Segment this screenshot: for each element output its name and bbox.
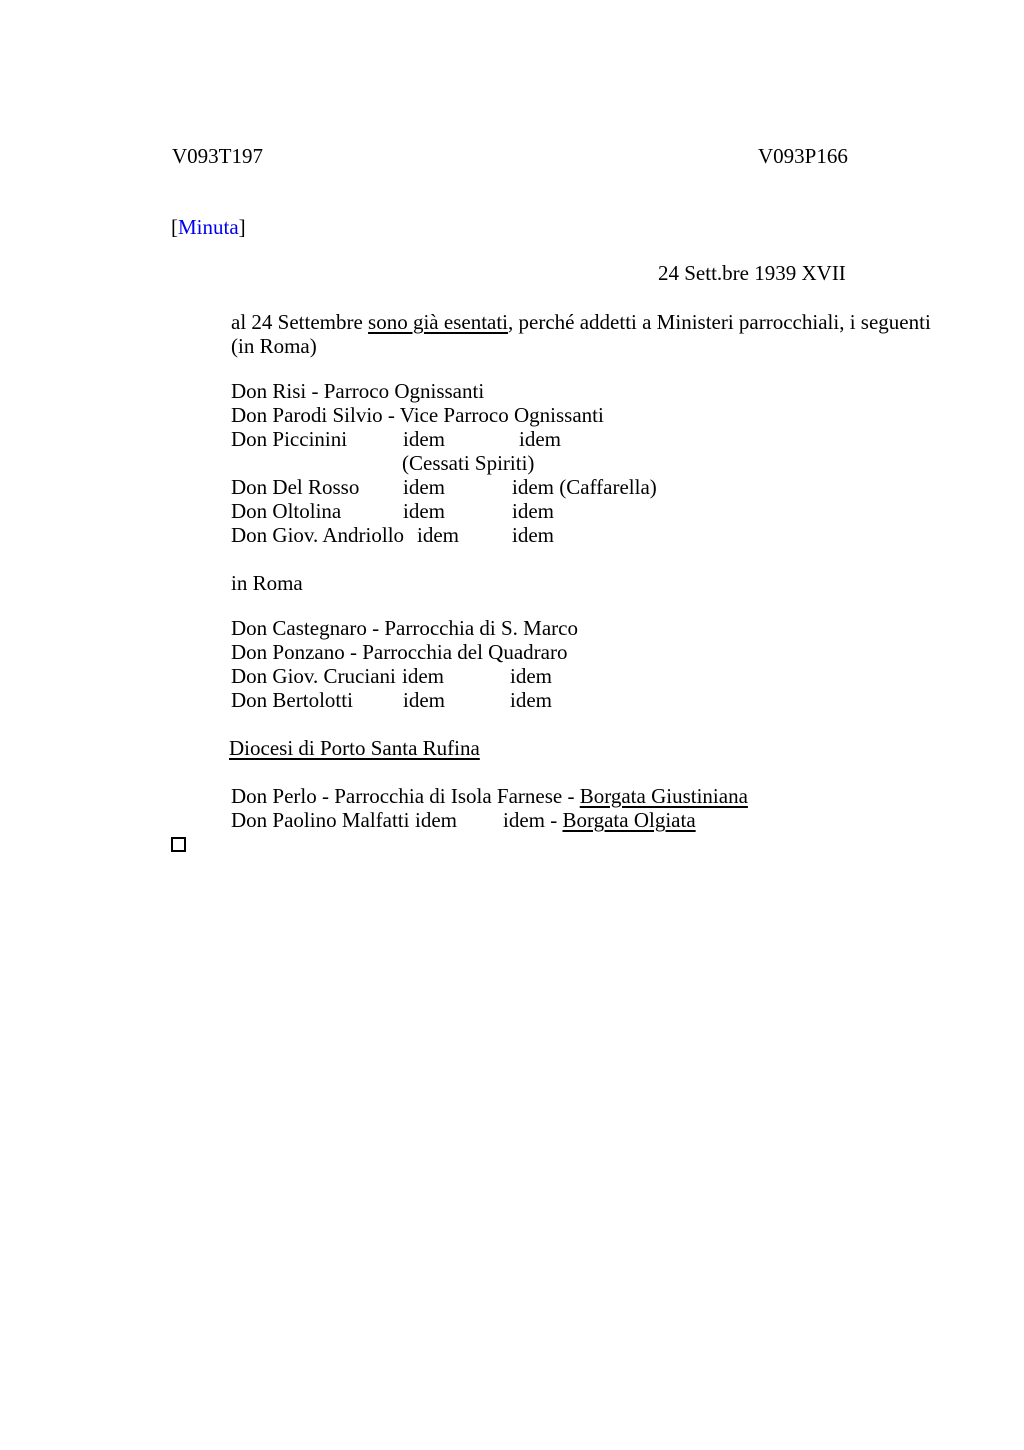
clergy-idem-role: idem — [402, 664, 444, 688]
clergy-idem-parish — [503, 808, 696, 832]
clergy-row — [231, 808, 748, 832]
minuta-open-bracket: [ — [171, 215, 178, 239]
clergy-idem-role: idem — [403, 427, 445, 451]
clergy-row — [231, 664, 578, 688]
clergy-row — [231, 403, 604, 427]
clergy-name: Don Giov. Andriollo — [231, 523, 405, 547]
clergy-parish-note: (Cessati Spiriti) — [402, 451, 535, 475]
clergy-row — [231, 451, 604, 475]
clergy-row — [231, 499, 604, 523]
clergy-idem-parish: idem — [510, 664, 552, 688]
clergy-row — [231, 475, 657, 499]
clergy-idem-parish: idem — [512, 523, 554, 547]
minuta-line — [171, 215, 246, 239]
clergy-idem-parish: idem — [512, 499, 554, 523]
second-clergy-list — [231, 616, 578, 712]
date-line: 24 Sett.bre 1939 XVII — [658, 261, 846, 285]
porto-clergy-list — [231, 784, 748, 832]
clergy-name: Don Giov. Cruciani — [231, 664, 396, 688]
clergy-row — [231, 427, 604, 451]
clergy-name: Don Bertolotti — [231, 688, 353, 712]
minuta-link[interactable]: Minuta — [178, 215, 239, 239]
empty-checkbox-square — [171, 837, 186, 852]
clergy-row — [231, 688, 578, 712]
intro-text-underlined: sono già esentati — [368, 310, 509, 334]
clergy-name: Don Parodi Silvio - Vice Parroco Ognissanti — [231, 403, 604, 427]
borgata-underlined: Borgata Giustiniana — [579, 784, 748, 808]
intro-line-2: (in Roma) — [231, 334, 317, 358]
clergy-row — [231, 523, 604, 547]
clergy-name: Don Perlo - Parrocchia di Isola Farnese - — [231, 784, 580, 808]
clergy-name: Don Del Rosso — [231, 475, 360, 499]
clergy-idem-parish: idem (Caffarella) — [512, 475, 657, 499]
clergy-idem-role: idem — [415, 808, 457, 832]
clergy-name: Don Castegnaro - Parrocchia di S. Marco — [231, 616, 578, 640]
clergy-row — [231, 640, 578, 664]
header-shelfmark-left: V093T197 — [172, 144, 263, 168]
minuta-close-bracket: ] — [238, 215, 246, 239]
header-shelfmark-right: V093P166 — [758, 144, 848, 168]
roma-clergy-list — [231, 379, 657, 547]
clergy-row — [231, 784, 748, 808]
clergy-name: Don Risi - Parroco Ognissanti — [231, 379, 485, 403]
idem-dash-text: idem - — [503, 808, 563, 832]
clergy-idem-parish: idem — [519, 427, 561, 451]
intro-line-1 — [231, 310, 931, 334]
clergy-idem-role: idem — [403, 688, 445, 712]
intro-text-post: , perché addetti a Ministeri parrocchiali, i seguenti — [508, 310, 931, 334]
clergy-name: Don Oltolina — [231, 499, 342, 523]
clergy-idem-role: idem — [403, 499, 445, 523]
borgata-underlined: Borgata Olgiata — [562, 808, 696, 832]
clergy-name: Don Paolino Malfatti — [231, 808, 410, 832]
clergy-idem-role: idem — [417, 523, 459, 547]
intro-text-pre: al 24 Settembre — [231, 310, 369, 334]
clergy-name: Don Ponzano - Parrocchia del Quadraro — [231, 640, 568, 664]
clergy-row — [231, 379, 604, 403]
intro-paragraph — [231, 310, 931, 358]
clergy-idem-role: idem — [403, 475, 445, 499]
clergy-row — [231, 616, 578, 640]
in-roma-label: in Roma — [231, 571, 303, 595]
clergy-idem-parish: idem — [510, 688, 552, 712]
diocese-heading: Diocesi di Porto Santa Rufina — [229, 736, 480, 760]
clergy-name: Don Piccinini — [231, 427, 348, 451]
